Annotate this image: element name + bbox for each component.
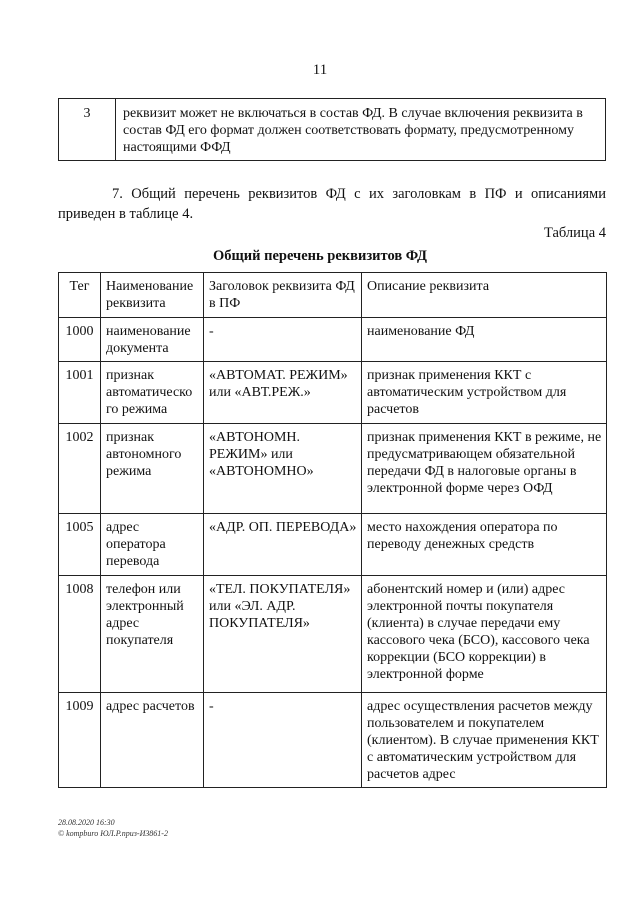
table-row — [59, 693, 607, 788]
header-description: Описание реквизита — [362, 273, 607, 318]
cell-tag: 1000 — [59, 318, 101, 362]
cell-print-title: - — [204, 318, 362, 362]
header-tag: Тег — [59, 273, 101, 318]
print-timestamp: 28.08.2020 16:30 — [58, 818, 115, 827]
paragraph-text: 7. Общий перечень реквизитов ФД с их заголовкам в ПФ и описаниями приведен в таблице 4. — [58, 186, 606, 222]
cell-print-title: «АДР. ОП. ПЕРЕВОДА» — [204, 514, 362, 576]
table-row — [59, 318, 607, 362]
cell-name: наименование документа — [101, 318, 204, 362]
header-print-title: Заголовок реквизита ФД в ПФ — [204, 273, 362, 318]
cell-print-title: - — [204, 693, 362, 788]
cell-description: адрес осуществления расчетов между пользователем и покупателем (клиентом). В случае применения ККТ с автоматическим устройством для расчетов адрес — [362, 693, 607, 788]
cell-name: адрес расчетов — [101, 693, 204, 788]
table-row — [59, 424, 607, 514]
table-title: Общий перечень реквизитов ФД — [213, 248, 427, 264]
cell-tag: 1008 — [59, 576, 101, 693]
cell-name: адрес оператора перевода — [101, 514, 204, 576]
cell-print-title: «ТЕЛ. ПОКУПАТЕЛЯ» или «ЭЛ. АДР. ПОКУПАТЕЛЯ» — [204, 576, 362, 693]
cell-print-title: «АВТОМАТ. РЕЖИМ» или «АВТ.РЕЖ.» — [204, 362, 362, 424]
table-row — [59, 99, 606, 161]
cell-description: признак применения ККТ в режиме, не предусматривающем обязательной передачи ФД в налоговые органы в электронной форме через ОФД — [362, 424, 607, 514]
cell-description: место нахождения оператора по переводу денежных средств — [362, 514, 607, 576]
print-source: © kompburo ЮЛ.Р.приз-ИЗ861-2 — [58, 829, 168, 838]
cell-description: признак применения ККТ с автоматическим устройством для расчетов — [362, 362, 607, 424]
header-name: Наименование реквизита — [101, 273, 204, 318]
table-row — [59, 576, 607, 693]
cell-print-title: «АВТОНОМН. РЕЖИМ» или «АВТОНОМНО» — [204, 424, 362, 514]
cell-description: наименование ФД — [362, 318, 607, 362]
table-header-row — [59, 273, 607, 318]
table-row — [59, 362, 607, 424]
cell-tag: 1001 — [59, 362, 101, 424]
cell-name: признак автономного режима — [101, 424, 204, 514]
print-footer — [58, 817, 168, 839]
page-number: 11 — [312, 62, 328, 78]
table-row — [59, 514, 607, 576]
table-label: Таблица 4 — [543, 225, 606, 241]
cell-tag: 1009 — [59, 693, 101, 788]
continuation-table — [58, 98, 606, 161]
cell-tag: 1002 — [59, 424, 101, 514]
item-text: реквизит может не включаться в состав ФД. В случае включения реквизита в состав ФД его формат должен соответствовать формату, предусмотренному настоящими ФФД — [116, 99, 606, 161]
cell-name: телефон или электронный адрес покупателя — [101, 576, 204, 693]
paragraph-7 — [58, 184, 606, 224]
item-number: 3 — [59, 99, 116, 161]
cell-description: абонентский номер и (или) адрес электронной почты покупателя (клиента) в случае передачи ему кассового чека (БСО), кассового чека коррекции (БСО коррекции) в электронной форме — [362, 576, 607, 693]
cell-name: признак автоматическо го режима — [101, 362, 204, 424]
cell-tag: 1005 — [59, 514, 101, 576]
requisites-table — [58, 272, 607, 788]
